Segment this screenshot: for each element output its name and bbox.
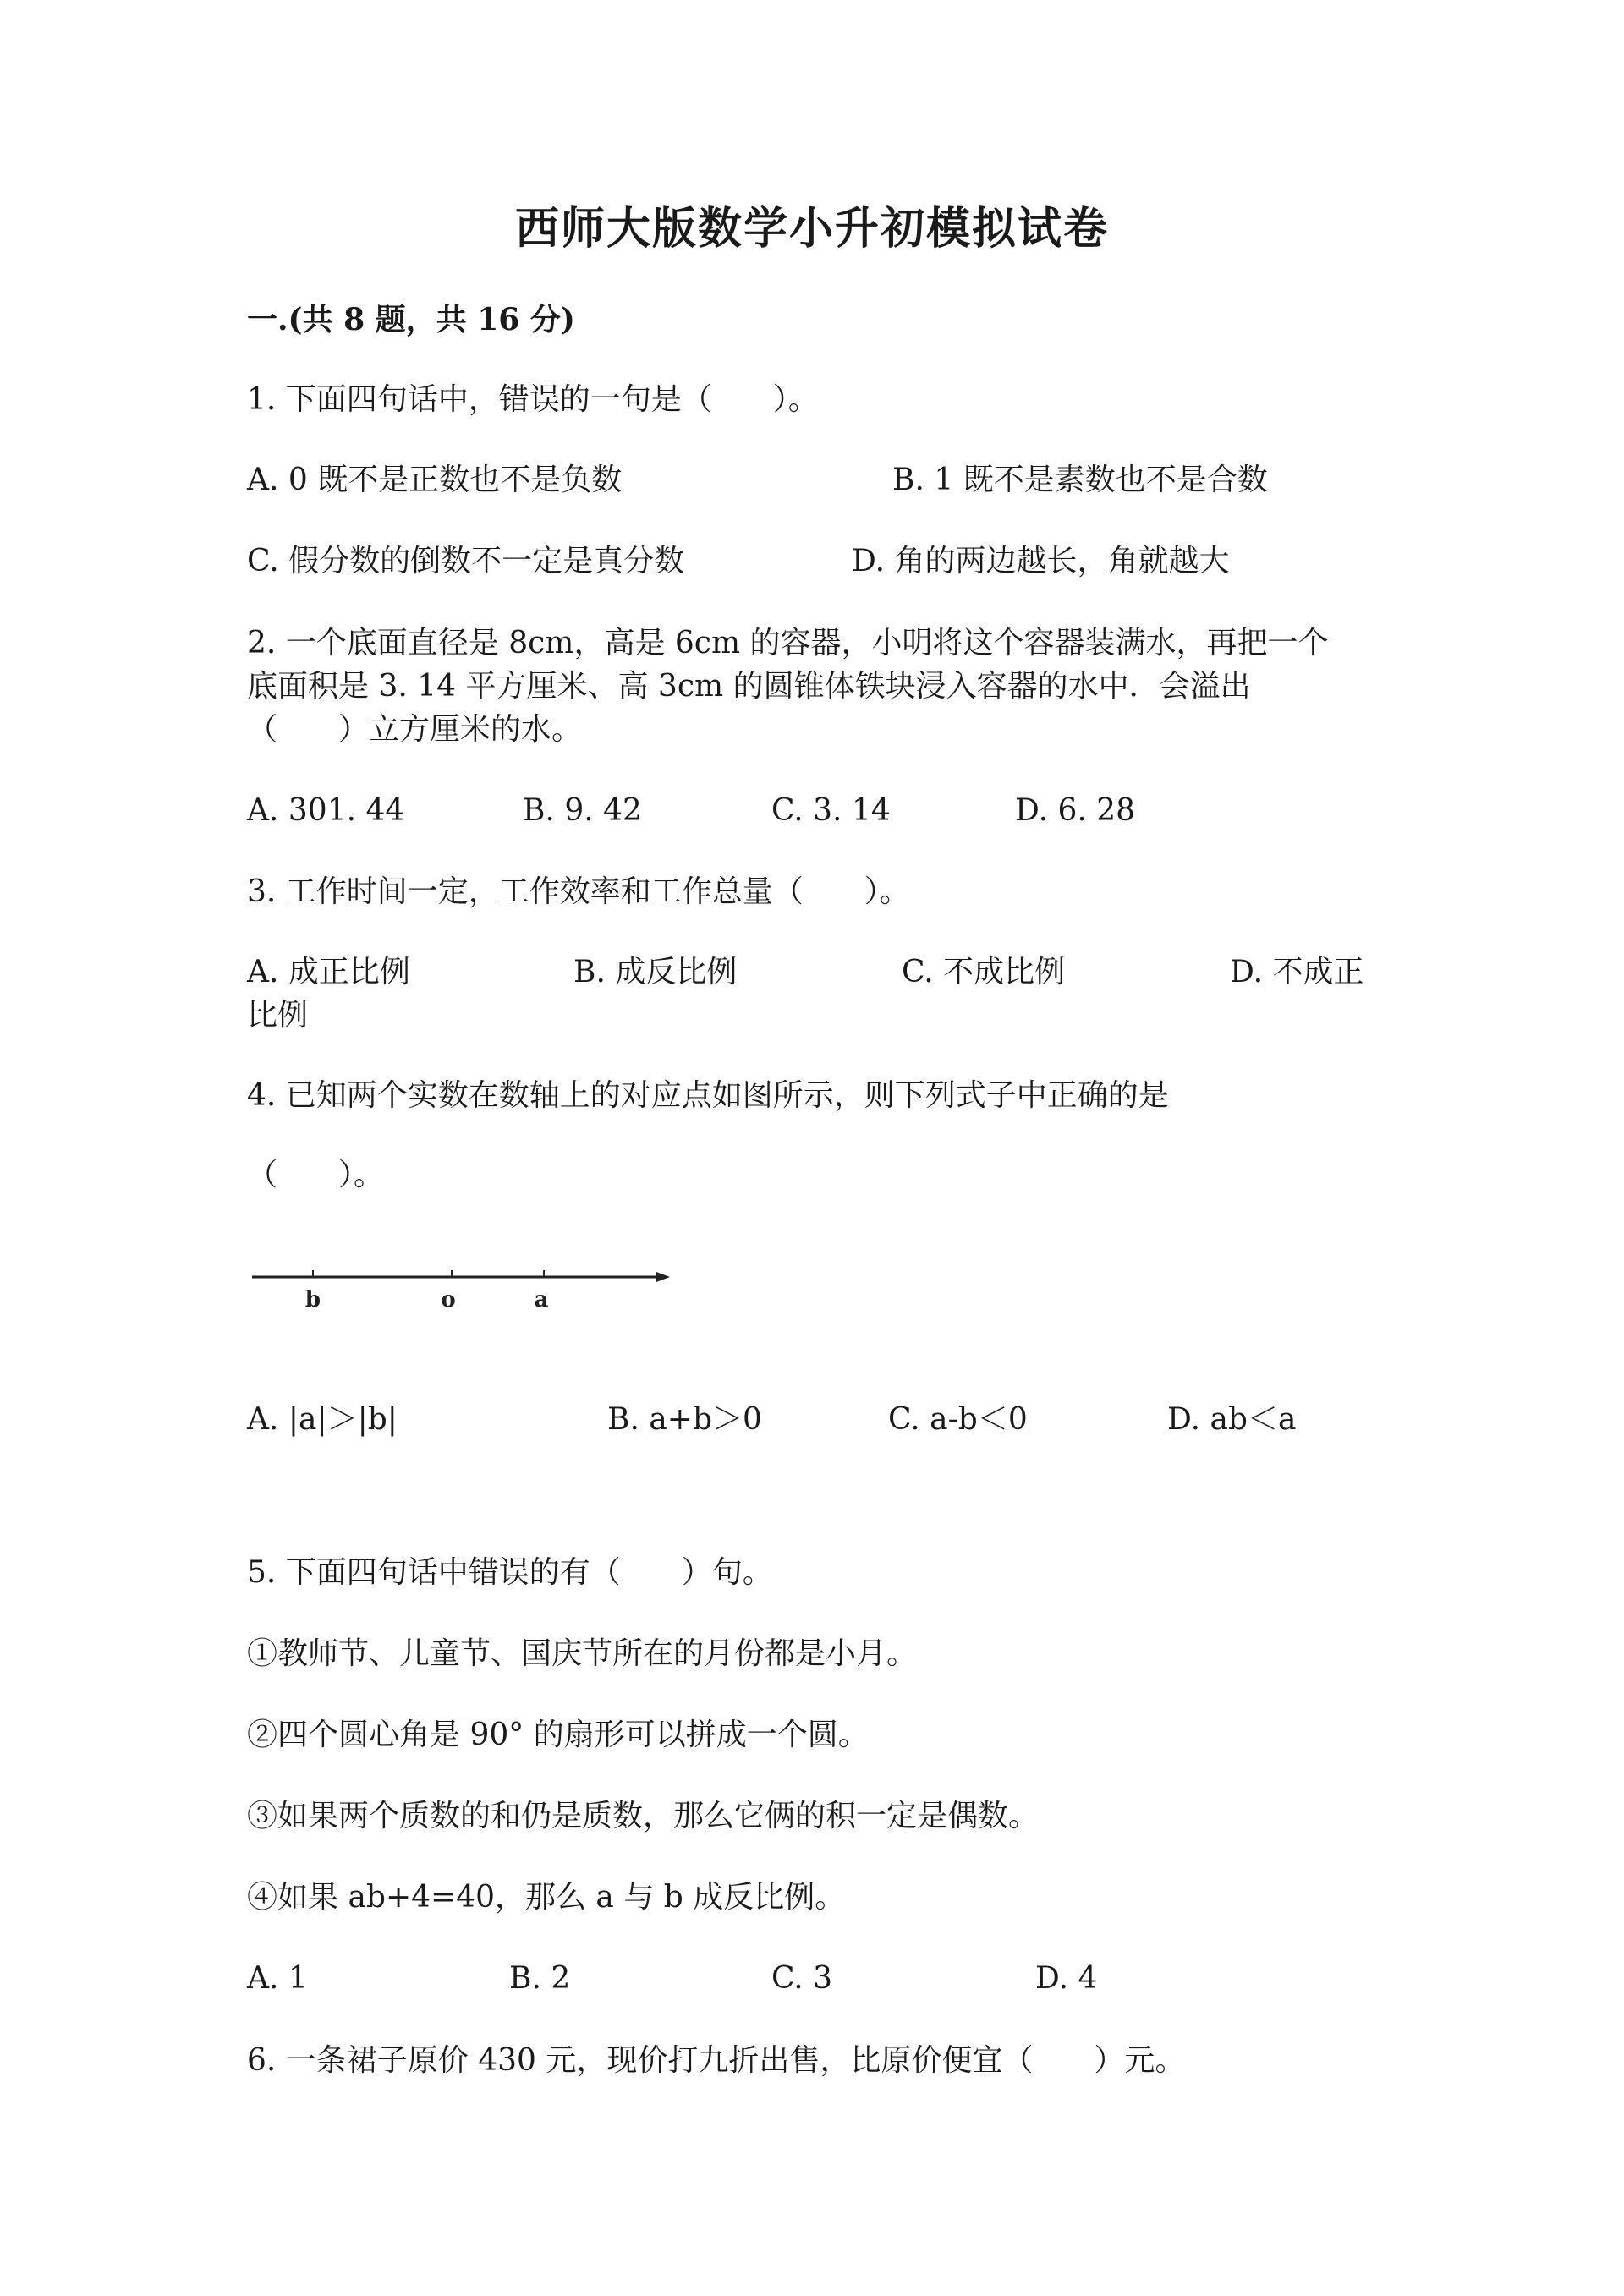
question-4-option-b: B. a+b＞0 [607,1402,762,1437]
question-3-option-d-line-1: D. 不成正 [1230,955,1364,989]
question-2-stem-line-1: 2. 一个底面直径是 8cm，高是 6cm 的容器，小明将这个容器装满水，再把一个 [247,626,1329,660]
question-3-stem: 3. 工作时间一定，工作效率和工作总量（ ）。 [247,874,910,909]
question-3-option-c: C. 不成比例 [902,955,1066,989]
question-2-stem-line-3: （ ）立方厘米的水。 [247,712,583,747]
question-5-option-b: B. 2 [509,1961,571,1996]
question-1-option-c: C. 假分数的倒数不一定是真分数 [247,544,685,578]
question-3-option-d-line-2: 比例 [247,998,309,1033]
question-4-stem-line-1: 4. 已知两个实数在数轴上的对应点如图所示，则下列式子中正确的是 [247,1078,1169,1113]
question-5-option-d: D. 4 [1035,1961,1098,1996]
question-4-option-c: C. a-b＜0 [888,1402,1028,1437]
number-line-figure [247,1247,687,1315]
question-2-option-d: D. 6. 28 [1015,793,1136,828]
section-heading: 一.(共 8 题，共 16 分) [247,302,575,337]
question-2-option-a: A. 301. 44 [247,793,405,828]
question-1-option-a: A. 0 既不是正数也不是负数 [247,463,623,497]
label-o: o [441,1287,456,1312]
question-5-option-c: C. 3 [771,1961,833,1996]
question-5-statement-1: ①教师节、儿童节、国庆节所在的月份都是小月。 [247,1636,918,1671]
question-1-stem: 1. 下面四句话中，错误的一句是（ ）。 [247,382,819,417]
question-2-stem-line-2: 底面积是 3. 14 平方厘米、高 3cm 的圆锥体铁块浸入容器的水中．会溢出 [247,669,1251,704]
question-5-option-a: A. 1 [247,1961,308,1996]
question-3-option-a: A. 成正比例 [247,955,410,989]
question-4-option-d: D. ab＜a [1167,1402,1297,1437]
question-2-option-c: C. 3. 14 [771,793,891,828]
question-2-option-b: B. 9. 42 [523,793,642,828]
question-4-stem-line-2: （ ）。 [247,1158,385,1192]
question-1-option-d: D. 角的两边越长，角就越大 [852,544,1230,578]
question-5-statement-3: ③如果两个质数的和仍是质数，那么它俩的积一定是偶数。 [247,1799,1040,1833]
question-5-statement-2: ②四个圆心角是 90° 的扇形可以拼成一个圆。 [247,1718,869,1752]
page-title: 西师大版数学小升初模拟试卷 [514,203,1109,255]
number-line-arrow-icon [656,1272,670,1282]
label-a: a [534,1287,549,1312]
question-3-option-b: B. 成反比例 [573,955,738,989]
label-b: b [304,1287,321,1312]
question-5-statement-4: ④如果 ab+4=40，那么 a 与 b 成反比例。 [247,1880,846,1915]
question-5-stem: 5. 下面四句话中错误的有（ ）句。 [247,1555,773,1590]
question-6-stem: 6. 一条裙子原价 430 元，现价打九折出售，比原价便宜（ ）元。 [247,2043,1186,2078]
question-4-option-a: A. |a|＞|b| [247,1402,398,1437]
question-1-option-b: B. 1 既不是素数也不是合数 [892,463,1268,497]
